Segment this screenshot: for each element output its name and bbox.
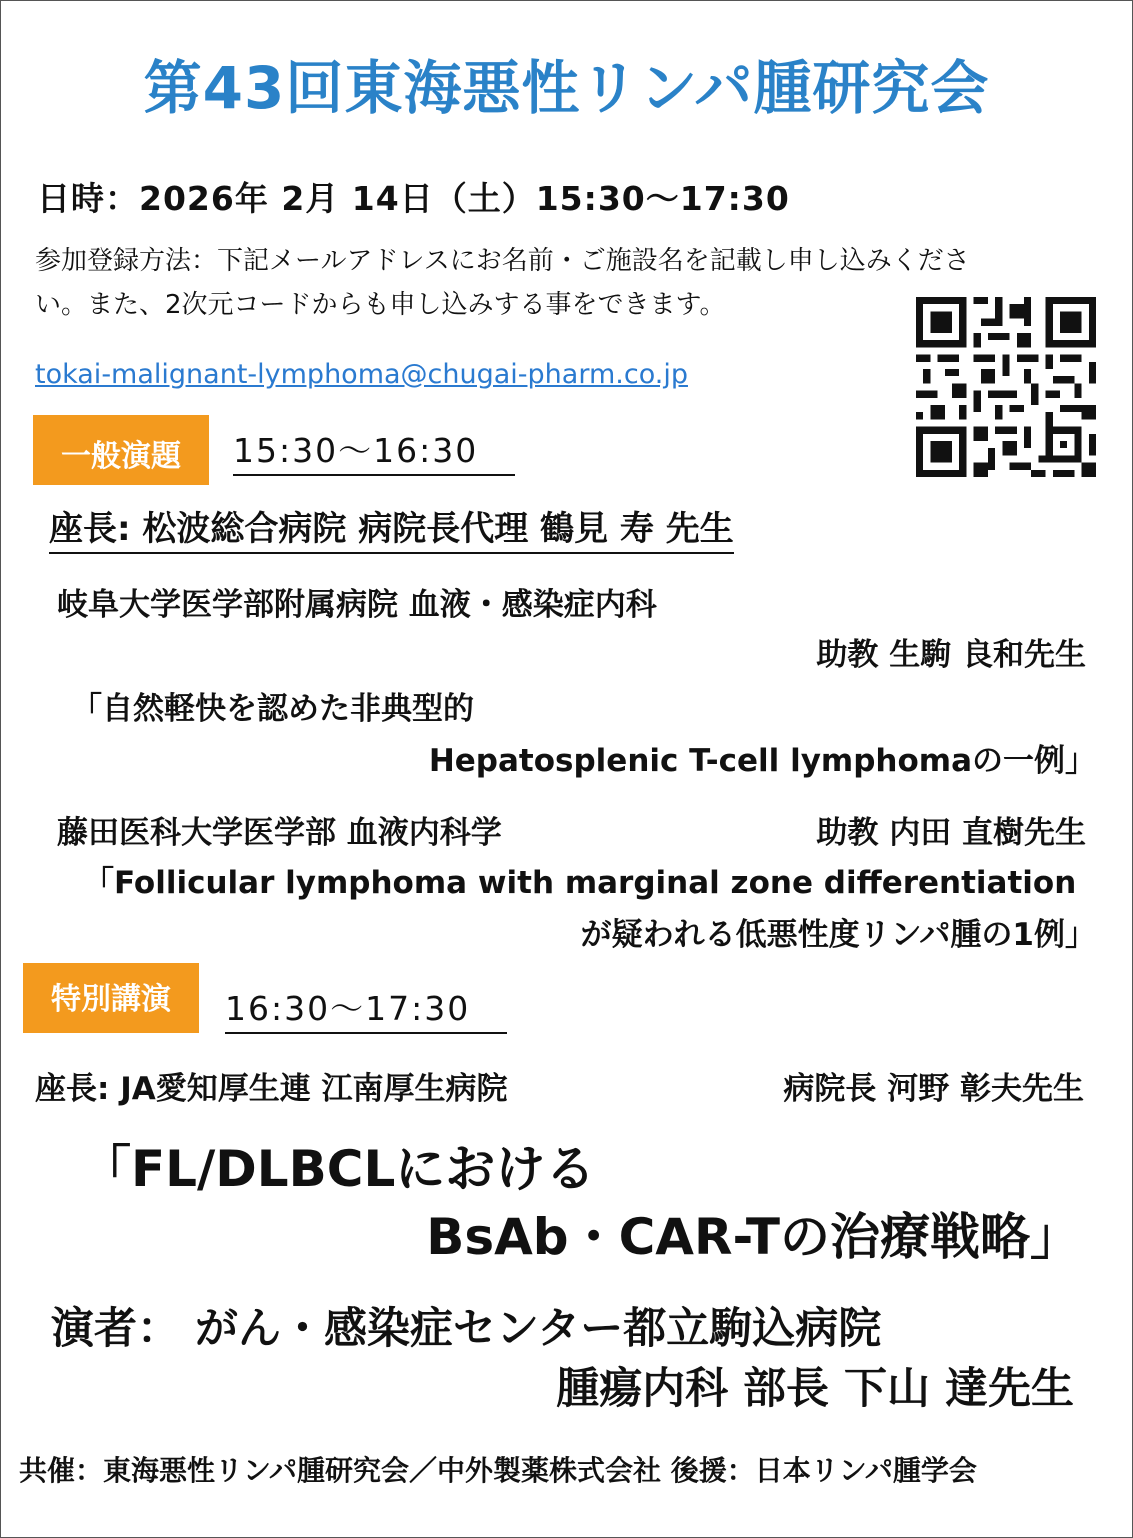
sponsor-footer: 共催：東海悪性リンパ腫研究会／中外製薬株式会社 後援：日本リンパ腫学会 — [19, 1454, 977, 1487]
registration-line-1: 参加登録方法：下記メールアドレスにお名前・ご施設名を記載し申し込みくださ — [35, 246, 970, 276]
event-datetime: 日時：2026年 2月 14日（土）15:30～17:30 — [37, 179, 790, 218]
talk1-speaker: 助教 生駒 良和先生 — [816, 637, 1086, 673]
talk1-title-line-2: Hepatosplenic T-cell lymphomaの一例」 — [428, 743, 1096, 779]
event-title: 第43回東海悪性リンパ腫研究会 — [143, 54, 990, 122]
lecture-title-line-1: 「FL/DLBCLにおける — [81, 1140, 596, 1198]
special-lecture-chair-name: 病院長 河野 彰夫先生 — [783, 1071, 1084, 1107]
lecture-speaker-line-2: 腫瘍内科 部長 下山 達先生 — [556, 1364, 1074, 1414]
talk1-title-line-1: 「自然軽快を認めた非典型的 — [71, 691, 474, 727]
talk2-title-line-2: が疑われる低悪性度リンパ腫の1例」 — [580, 917, 1096, 953]
talk2-affiliation: 藤田医科大学医学部 血液内科学 — [57, 815, 502, 851]
talk1-affiliation: 岐阜大学医学部附属病院 血液・感染症内科 — [57, 587, 657, 623]
registration-text — [35, 239, 970, 327]
registration-email-link[interactable]: tokai-malignant-lymphoma@chugai-pharm.co.jp — [35, 359, 688, 390]
special-lecture-time: 16:30～17:30 — [225, 983, 507, 1034]
registration-line-2: い。また、2次元コードからも申し込みする事をできます。 — [35, 290, 726, 320]
lecture-speaker-line-1: 演者： がん・感染症センター都立駒込病院 — [51, 1304, 882, 1354]
general-session-chair: 座長: 松波総合病院 病院長代理 鶴見 寿 先生 — [49, 501, 734, 554]
qr-code-icon[interactable] — [915, 297, 1097, 477]
special-lecture-badge: 特別講演 — [23, 963, 199, 1033]
talk2-title-line-1: 「Follicular lymphoma with marginal zone differentiation — [83, 865, 1077, 901]
talk2-speaker: 助教 内田 直樹先生 — [816, 815, 1086, 851]
lecture-title-line-2: BsAb・CAR-Tの治療戦略」 — [426, 1208, 1080, 1266]
general-session-badge: 一般演題 — [33, 415, 209, 485]
special-lecture-chair-org: 座長: JA愛知厚生連 江南厚生病院 — [35, 1071, 508, 1107]
general-session-time: 15:30～16:30 — [233, 425, 515, 476]
